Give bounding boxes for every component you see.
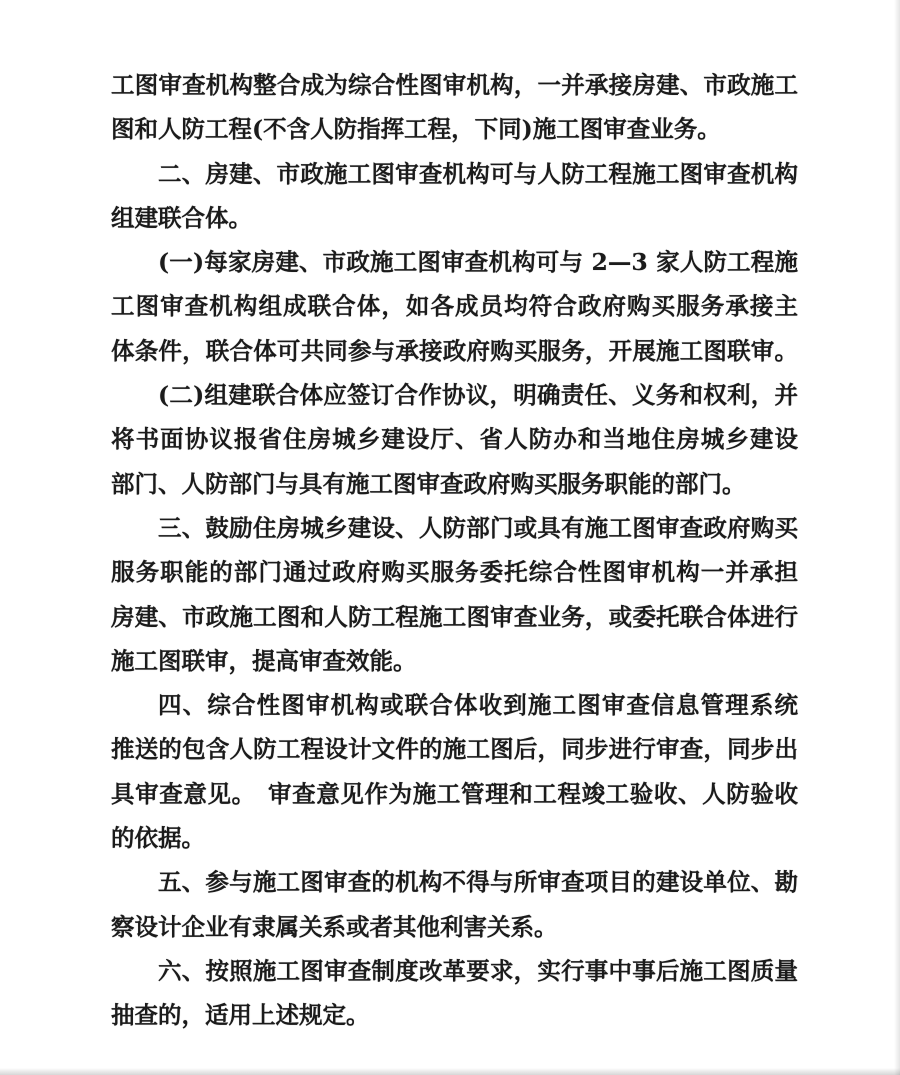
- text-line: 抽查的，适用上述规定。: [111, 1001, 370, 1030]
- scan-edge-shadow-bottom: [0, 1068, 900, 1075]
- text-line: (二)组建联合体应签订合作协议，明确责任、义务和权利，并: [158, 381, 798, 410]
- text-line: 推送的包含人防工程设计文件的施工图后，同步进行审查，同步出: [111, 735, 798, 764]
- text-line: 工图审查机构组成联合体，如各成员均符合政府购买服务承接主: [111, 292, 798, 321]
- text-line: 二、房建、市政施工图审查机构可与人防工程施工图审查机构: [158, 159, 798, 188]
- text-line: 六、按照施工图审查制度改革要求，实行事中事后施工图质量: [158, 956, 798, 985]
- text-line: 具审查意见。 审查意见作为施工管理和工程竣工验收、人防验收: [111, 779, 798, 808]
- text-line: 组建联合体。: [111, 203, 252, 232]
- text-line: 体条件，联合体可共同参与承接政府购买服务，开展施工图联审。: [111, 336, 798, 365]
- text-line: 四、综合性图审机构或联合体收到施工图审查信息管理系统: [158, 691, 798, 720]
- text-line: 施工图联审，提高审查效能。: [111, 646, 417, 675]
- text-line: (一)每家房建、市政施工图审查机构可与 2—3 家人防工程施: [158, 248, 798, 277]
- text-line: 部门、人防部门与具有施工图审查政府购买服务职能的部门。: [111, 469, 746, 498]
- text-line: 五、参与施工图审查的机构不得与所审查项目的建设单位、勘: [158, 868, 798, 897]
- text-line: 的依据。: [111, 824, 205, 853]
- text-line: 工图审查机构整合成为综合性图审机构，一并承接房建、市政施工: [111, 71, 798, 99]
- text-line: 三、鼓励住房城乡建设、人防部门或具有施工图审查政府购买: [158, 513, 798, 542]
- text-line: 将书面协议报省住房城乡建设厅、省人防办和当地住房城乡建设: [111, 425, 798, 454]
- text-line: 服务职能的部门通过政府购买服务委托综合性图审机构一并承担: [111, 558, 798, 587]
- text-line: 察设计企业有隶属关系或者其他利害关系。: [111, 912, 558, 941]
- document-text-block: [111, 63, 798, 1038]
- text-line: 图和人防工程(不含人防指挥工程，下同)施工图审查业务。: [111, 115, 721, 144]
- text-line: 房建、市政施工图和人防工程施工图审查业务，或委托联合体进行: [111, 602, 798, 631]
- scan-edge-shadow-right: [894, 0, 900, 1075]
